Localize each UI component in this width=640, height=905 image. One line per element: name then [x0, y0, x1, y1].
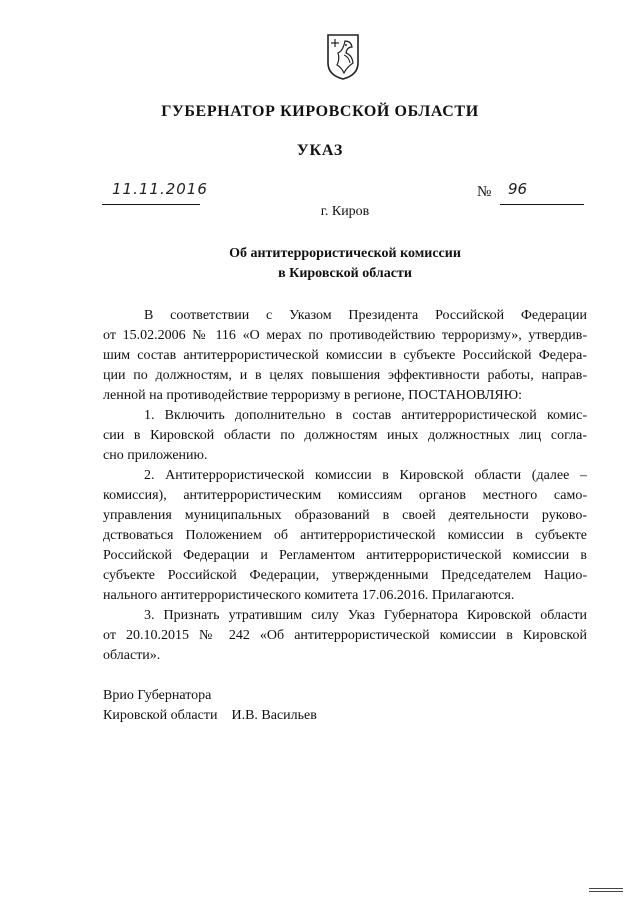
coat-of-arms-icon [325, 33, 361, 81]
item-1-line: сии в Кировской области по должностям иных должностных лиц согла- [103, 428, 587, 443]
issuing-authority: ГУБЕРНАТОР КИРОВСКОЙ ОБЛАСТИ [161, 103, 479, 120]
item-3-line: 3. Признать утратившим силу Указ Губернатора Кировской области [144, 608, 587, 623]
item-2-line: управления муниципальных образований в своей деятельности руково- [103, 508, 587, 523]
footer-registration-mark [589, 888, 623, 894]
signatory-region: Кировской области [103, 708, 218, 723]
document-body [103, 306, 587, 666]
item-3-line: области». [103, 648, 161, 663]
number-field [500, 180, 584, 205]
preamble-line: от 15.02.2006 № 116 «О мерах по противодействию терроризму», утвердив- [103, 328, 587, 343]
preamble-line: В соответствии с Указом Президента Российской Федерации [144, 308, 587, 323]
item-2-line: нального антитеррористического комитета 17.06.2016. Прилагаются. [103, 588, 515, 603]
item-1-line: сно приложению. [103, 448, 208, 463]
signatory-position-line-1: Врио Губернатора [103, 688, 212, 703]
item-2-line: 2. Антитеррористической комиссии в Кировской области (далее – [144, 468, 587, 483]
item-3-line: от 20.10.2015 № 242 «Об антитеррористической комиссии в Кировской [103, 628, 587, 643]
signatory-name: И.В. Васильев [231, 708, 317, 723]
document-date: 11.11.2016 [112, 180, 208, 198]
number-label: № [477, 184, 492, 200]
subject-line-2: в Кировской области [278, 266, 412, 281]
preamble-line: ленной на противодействие терроризму в регионе, ПОСТАНОВЛЯЮ: [103, 388, 523, 403]
item-2-line: комиссия), антитеррористическим комиссиям органов местного само- [103, 488, 587, 503]
signature-block [103, 686, 317, 726]
document-subject [0, 244, 640, 284]
document-type: УКАЗ [296, 142, 344, 159]
preamble-line: ции по должностям, и в целях повышения эффективности работы, направ- [103, 368, 587, 383]
signatory-position-line-2 [103, 706, 317, 726]
item-2-line: Российской Федерации и Регламентом антитеррористической комиссии в [103, 548, 587, 563]
preamble-line: шим состав антитеррористической комиссии в субъекте Российской Федера- [103, 348, 587, 363]
document-number: 96 [508, 180, 528, 198]
item-2-line: дствоваться Положением об антитеррористической комиссии в субъекте [103, 528, 587, 543]
item-1-line: 1. Включить дополнительно в состав антитеррористической комис- [144, 408, 587, 423]
subject-line-1: Об антитеррористической комиссии [229, 246, 461, 261]
date-field [102, 180, 208, 205]
item-2-line: субъекте Российской Федерации, утвержденными Председателем Нацио- [103, 568, 587, 583]
city: г. Киров [320, 204, 370, 219]
